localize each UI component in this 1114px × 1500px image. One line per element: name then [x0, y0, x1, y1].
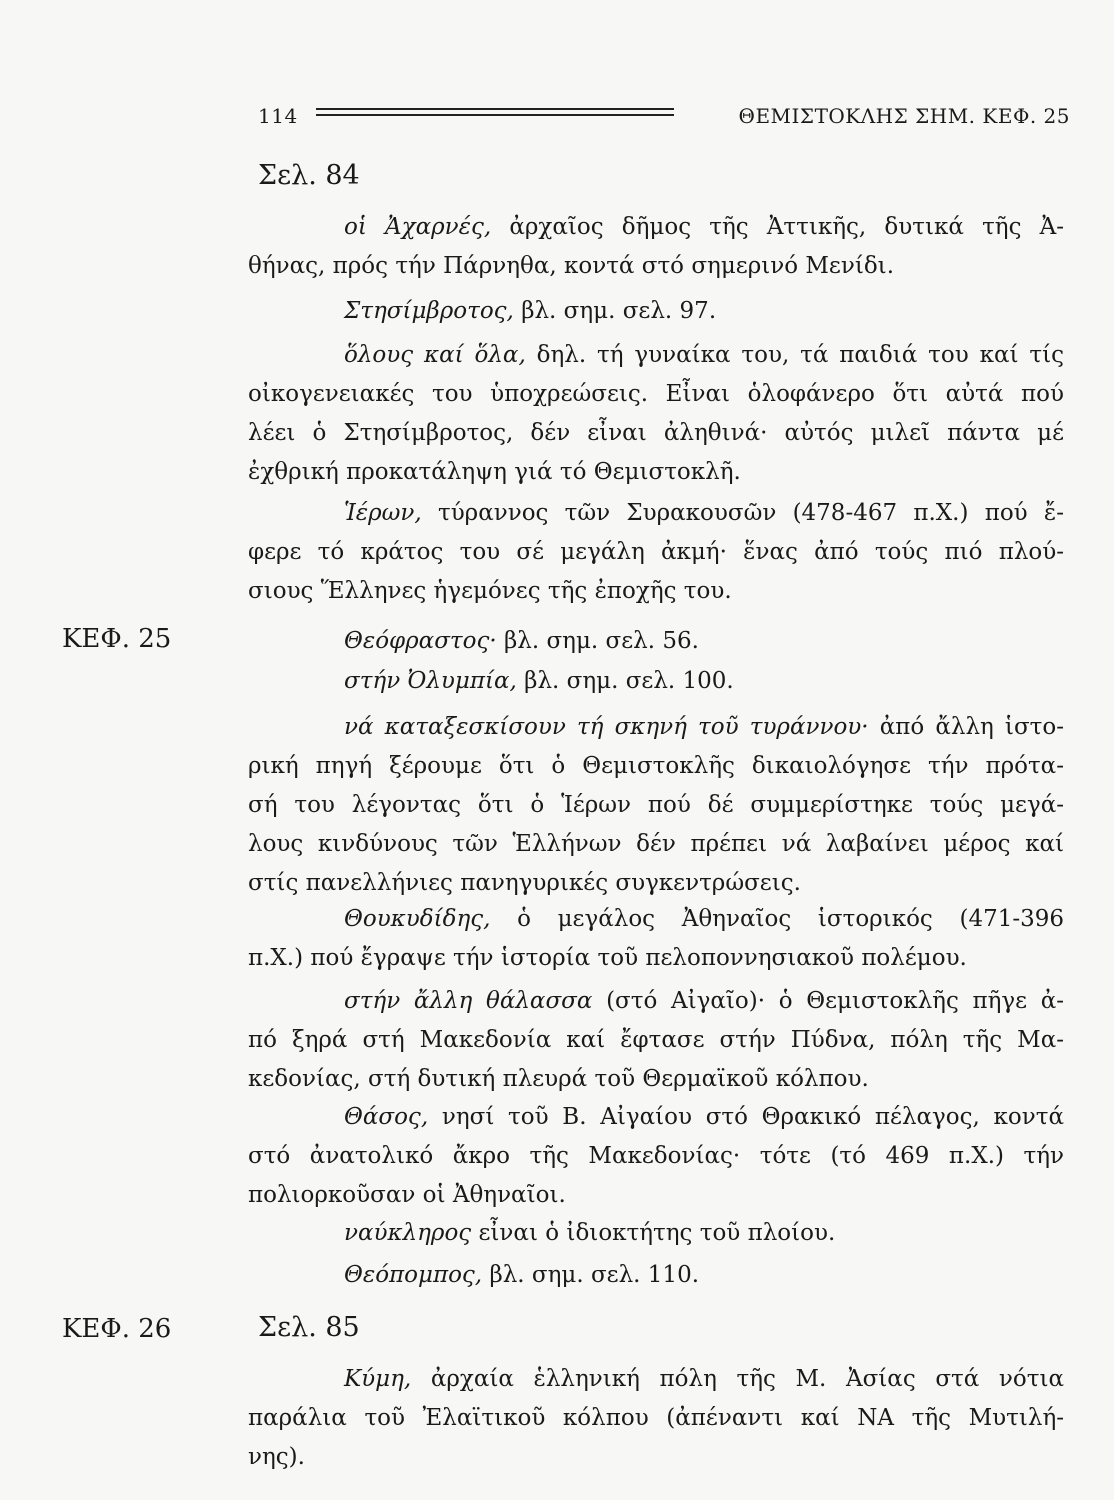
annotation-note: Ἱέρων, τύραννος τῶν Συρακουσῶν (478-467 π.Χ.) πού ἔ- φερε τό κράτος του σέ μεγάλη ἀκμή· ἕνας ἀπό τούς πιό πλού- σιους Ἕλληνες ἡγεμόνες τῆς ἐποχῆς του. [248, 500, 1065, 604]
note-term: Κύμη, [344, 1366, 412, 1392]
note-term: στήν Ὀλυμπία, [344, 668, 517, 694]
running-title: ΘΕΜΙΣΤΟΚΛΗΣ ΣΗΜ. ΚΕΦ. 25 [738, 104, 1070, 128]
note-term: Ἱέρων, [344, 500, 422, 526]
note-term: ναύκληρος [344, 1220, 472, 1246]
annotation-note: ὅλους καί ὅλα, δηλ. τή γυναίκα του, τά παιδιά του καί τίς οἰκογενειακές του ὑποχρεώσεις. Εἶναι ὁλοφάνερο ὅτι αὐτά πού λέει ὁ Στησίμβροτος, δέν εἶναι ἀληθινά· αὐτός μιλεῖ πάντα μέ ἐχθρική προκατάληψη γιά τό Θεμιστοκλῆ. [248, 342, 1065, 485]
chapter-margin-label: ΚΕΦ. 26 [62, 1314, 172, 1344]
page-header [258, 100, 1070, 130]
annotation-note: Στησίμβροτος, βλ. σημ. σελ. 97. [344, 298, 717, 324]
chapter-margin-label: ΚΕΦ. 25 [62, 624, 172, 654]
annotation-note: Κύμη, ἀρχαία ἑλληνική πόλη τῆς Μ. Ἀσίας στά νότια παράλια τοῦ Ἐλαϊτικοῦ κόλπου (ἀπέναντι καί ΝΑ τῆς Μυτιλή- νης). [248, 1366, 1064, 1470]
note-term: νά καταξεσκίσουν τή σκηνή τοῦ τυράννου· [344, 714, 869, 740]
note-term: Θουκυδίδης, [344, 906, 491, 932]
note-term: Στησίμβροτος, [344, 298, 514, 324]
annotation-note: στήν Ὀλυμπία, βλ. σημ. σελ. 100. [344, 668, 734, 694]
page-reference: Σελ. 85 [258, 1312, 360, 1343]
note-term: ὅλους καί ὅλα, [344, 342, 526, 368]
page-reference: Σελ. 84 [258, 160, 360, 191]
annotation-note: Θάσος, νησί τοῦ Β. Αἰγαίου στό Θρακικό πέλαγος, κοντά στό ἀνατολικό ἄκρο τῆς Μακεδονίας· τότε (τό 469 π.Χ.) τήν πολιορκοῦσαν οἱ Ἀθηναῖοι. [248, 1104, 1065, 1208]
annotation-note: Θουκυδίδης, ὁ μεγάλος Ἀθηναῖος ἱστορικός (471-396 π.Χ.) πού ἔγραψε τήν ἱστορία τοῦ πελοποννησιακοῦ πολέμου. [248, 906, 1065, 971]
note-term: Θεόφραστος· [344, 628, 497, 654]
annotation-note: ναύκληρος εἶναι ὁ ἰδιοκτήτης τοῦ πλοίου. [344, 1220, 836, 1246]
annotation-note: Θεόφραστος· βλ. σημ. σελ. 56. [344, 628, 699, 654]
annotation-note: νά καταξεσκίσουν τή σκηνή τοῦ τυράννου· ἀπό ἄλλη ἱστο- ρική πηγή ξέρουμε ὅτι ὁ Θεμιστοκλῆς δικαιολόγησε τήν πρότα- σή του λέγοντας ὅτι ὁ Ἱέρων πού δέ συμμερίστηκε τούς μεγά- λους κινδύνους τῶν Ἑλλήνων δέν πρέπει νά λαβαίνει μέρος καί στίς πανελλήνιες πανηγυρικές συγκεντρώσεις. [248, 714, 1064, 896]
header-rule [316, 108, 674, 116]
page-number: 114 [258, 104, 298, 128]
annotation-note: οἱ Ἀχαρνές, ἀρχαῖος δῆμος τῆς Ἀττικῆς, δυτικά τῆς Ἀ- θήνας, πρός τήν Πάρνηθα, κοντά στό σημερινό Μενίδι. [248, 214, 1065, 279]
note-term: Θάσος, [344, 1104, 429, 1130]
note-term: οἱ Ἀχαρνές, [344, 214, 492, 240]
annotation-note: στήν ἄλλη θάλασσα (στό Αἰγαῖο)· ὁ Θεμιστοκλῆς πῆγε ἀ- πό ξηρά στή Μακεδονία καί ἔφτασε στήν Πύδνα, πόλη τῆς Μα- κεδονίας, στή δυτική πλευρά τοῦ Θερμαϊκοῦ κόλπου. [248, 988, 1065, 1092]
annotation-note: Θεόπομπος, βλ. σημ. σελ. 110. [344, 1262, 700, 1288]
note-term: στήν ἄλλη θάλασσα [344, 988, 593, 1014]
note-term: Θεόπομπος, [344, 1262, 483, 1288]
